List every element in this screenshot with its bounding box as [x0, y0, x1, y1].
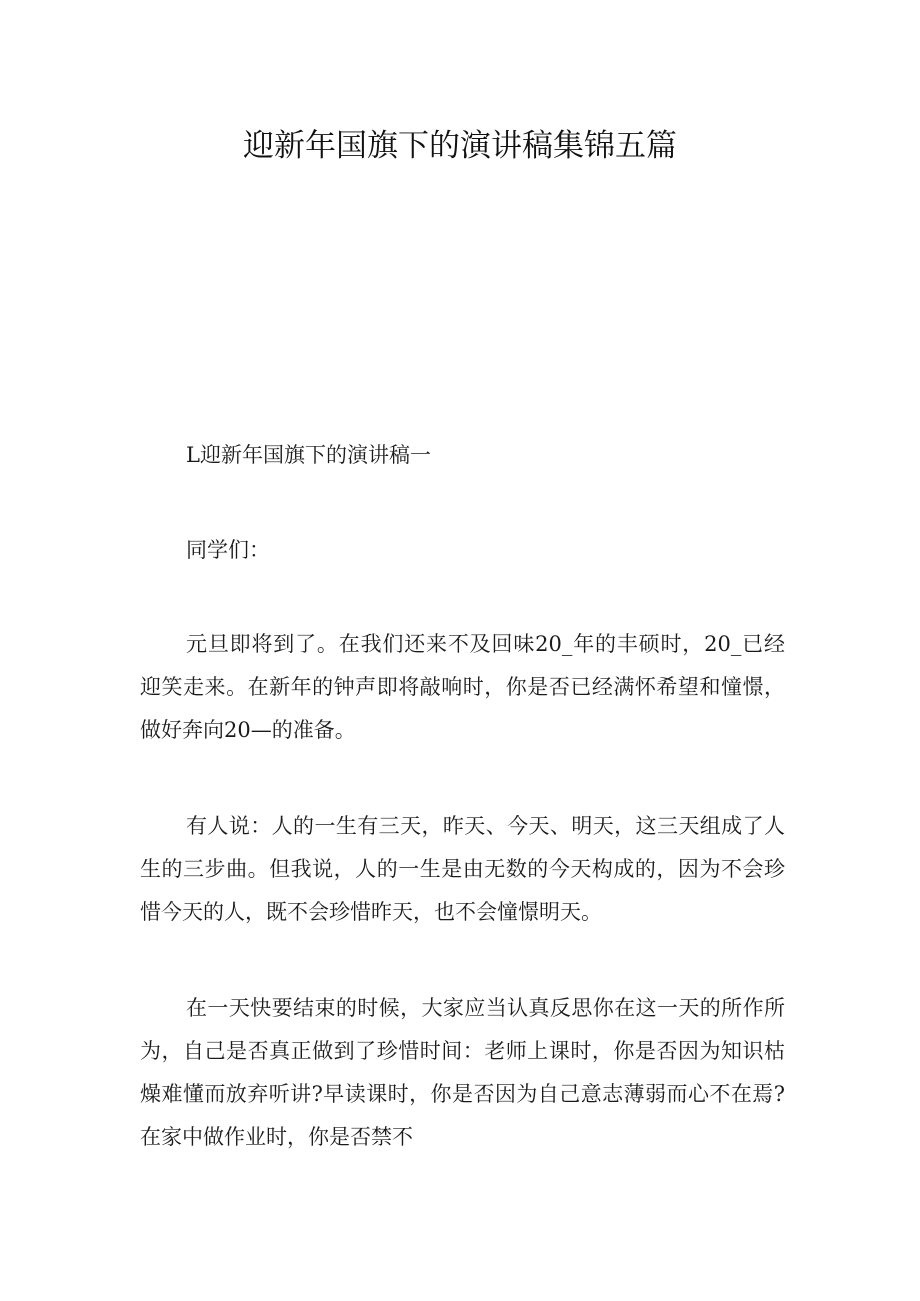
paragraph-1: 元旦即将到了。在我们还来不及回味20_年的丰硕时，20_已经迎笑走来。在新年的钟声即将敲响时，你是否已经满怀希望和憧憬，做好奔向20—的准备。 [140, 632, 785, 742]
document-title: 迎新年国旗下的演讲稿集锦五篇 [243, 128, 677, 164]
paragraph-2: 有人说：人的一生有三天，昨天、今天、明天，这三天组成了人生的三步曲。但我说，人的一生是由无数的今天构成的，因为不会珍惜今天的人，既不会珍惜昨天，也不会憧憬明天。 [140, 814, 785, 924]
greeting-line: 同学们： [186, 538, 270, 562]
section-heading: L迎新年国旗下的演讲稿一 [186, 443, 431, 467]
document-body [140, 434, 785, 1212]
paragraph-3: 在一天快要结束的时候，大家应当认真反思你在这一天的所作所为，自己是否真正做到了珍惜时间：老师上课时，你是否因为知识枯燥难懂而放弃听讲?早读课时，你是否因为自己意志薄弱而心不在焉?在家中做作业时，你是否禁不 [140, 996, 785, 1149]
